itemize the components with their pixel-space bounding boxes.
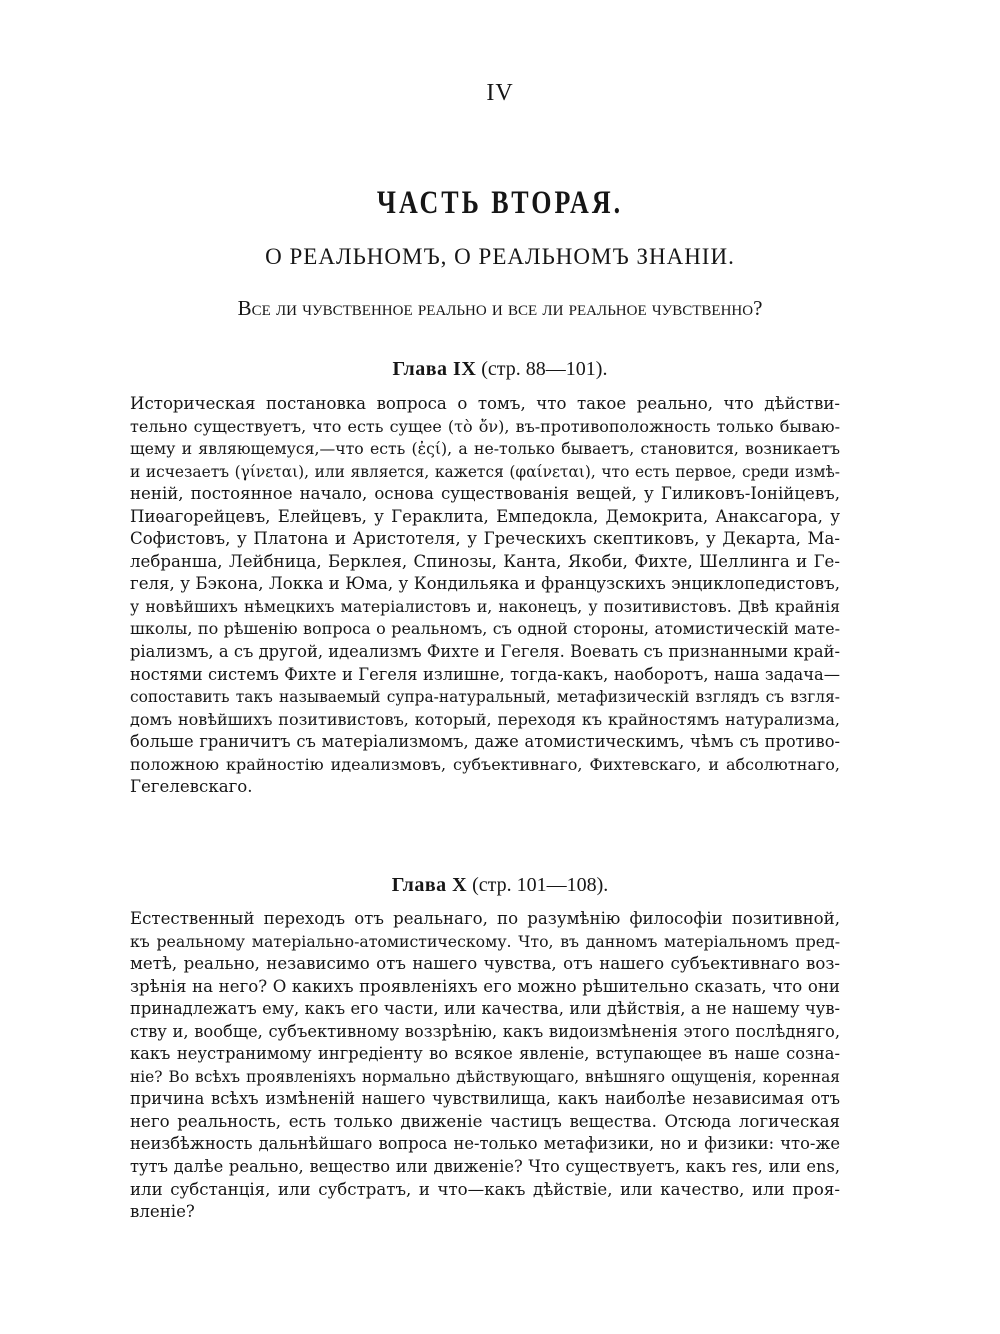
chapter-pages: (стр. 101—108). — [472, 874, 609, 896]
text-line: школы, по рѣшенію вопроса о реальномъ, съ одной стороны, атомистическій мате- — [130, 619, 840, 639]
text-line: ностями системъ Фихте и Гегеля излишне, тогда-какъ, наоборотъ, наша задача— — [130, 664, 840, 684]
text-line: больше граничитъ съ матеріализмомъ, даже атомистическимъ, чѣмъ съ противо- — [130, 732, 840, 752]
text-line: и исчезаетъ (γίνεται), или является, кажется (φαίνεται), что есть первое, среди измѣ- — [130, 462, 840, 481]
text-line: у новѣйшихъ нѣмецкихъ матеріалистовъ и, наконецъ, у позитивистовъ. Двѣ крайнія — [130, 596, 840, 616]
text-line: неизбѣжность дальнѣйшаго вопроса не-только метафизики, но и физики: что-же — [130, 1134, 840, 1154]
chapter-summary — [130, 908, 840, 1224]
chapter-heading — [0, 358, 1000, 381]
text-line: или субстанція, или субстратъ, и что—какъ дѣйствіе, или качество, или проя- — [130, 1179, 840, 1199]
text-line: Естественный переходъ отъ реальнаго, по разумѣнію философіи позитивной, — [130, 909, 840, 928]
chapter-pages: (стр. 88—101). — [481, 358, 608, 380]
text-line: Пиѳагорейцевъ, Елейцевъ, у Гераклита, Емпедокла, Демокрита, Анаксагора, у — [130, 506, 840, 526]
text-line: причина всѣхъ измѣненій нашего чувствилища, какъ наиболѣе независимая отъ — [130, 1089, 840, 1109]
text-line: него реальность, есть только движеніе частицъ вещества. Отсюда логическая — [130, 1111, 840, 1131]
text-line: ніе? Во всѣхъ проявленіяхъ нормально дѣйствующаго, внѣшняго ощущенія, коренная — [130, 1067, 840, 1086]
text-line: какъ неустранимому ингредіенту во всякое явленіе, вступающее въ наше сознa- — [130, 1044, 840, 1064]
text-line: Историческая постановка вопроса о томъ, что такое реально, что дѣйстви- — [130, 394, 840, 413]
text-line: сопоставить такъ называемый супра-натуральный, метафизическій взглядъ съ взгля- — [130, 688, 840, 707]
text-line: метѣ, реально, независимо отъ нашего чувства, отъ нашего субъективнаго воз- — [130, 954, 840, 974]
chapter-summary — [130, 393, 840, 799]
text-line: положною крайностію идеализмовъ, субъективнаго, Фихтевскаго, и абсолютнаго, — [130, 754, 840, 774]
part-title: ЧАСТЬ ВТОРАЯ. — [376, 184, 624, 221]
text-line: ріализмъ, а съ другой, идеализмъ Фихте и Гегеля. Воевать съ признанными край- — [130, 642, 840, 662]
text-line: принадлежатъ ему, какъ его части, или качества, или дѣйствія, а не нашему чув- — [130, 999, 840, 1019]
text-line: геля, у Бэкона, Локка и Юма, у Кондильяка и французскихъ энциклопедистовъ, — [130, 574, 840, 594]
text-line: Гегелевскаго. — [130, 777, 253, 797]
text-line: зрѣнія на него? О какихъ проявленіяхъ его можно рѣшительно сказать, что они — [130, 976, 840, 996]
text-line: ству и, вообще, субъективному воззрѣнію, какъ видоизмѣненія этого послѣдняго, — [130, 1021, 840, 1041]
text-line: неній, постоянное начало, основа существованія вещей, у Гиликовъ-Іонійцевъ, — [130, 484, 840, 504]
chapter-number: Глава X — [391, 874, 468, 896]
text-line: щему и являющемуся,—что есть (ἐςί), а не-только бываетъ, становится, возникаетъ — [130, 439, 840, 459]
text-line: тельно существуетъ, что есть сущее (τὸ ὄν), въ-противоположность только бываю- — [130, 416, 840, 436]
text-line: домъ новѣйшихъ позитивистовъ, который, переходя къ крайностямъ натурализма, — [130, 709, 840, 729]
chapter-heading — [0, 874, 1000, 897]
text-line: тутъ далѣе реально, вещество или движеніе? Что существуетъ, какъ res, или ens, — [130, 1157, 840, 1177]
chapter-number: Глава IX — [392, 358, 477, 380]
text-line: Софистовъ, у Платона и Аристотеля, у Греческихъ скептиковъ, у Декарта, Ма- — [130, 529, 840, 549]
text-line: къ реальному матеріально-атомистическому. Что, въ данномъ матеріальномъ пред- — [130, 931, 840, 951]
page-number: IV — [486, 80, 514, 106]
part-question: Все ли чувственное реально и все ли реальное чувственно? — [237, 296, 763, 320]
text-line: лебранша, Лейбница, Берклея, Спинозы, Канта, Якоби, Фихте, Шеллинга и Ге- — [130, 551, 840, 571]
text-line: вленіе? — [130, 1202, 195, 1222]
part-subtitle: О РЕАЛЬНОМЪ, О РЕАЛЬНОМЪ ЗНАНІИ. — [265, 244, 735, 269]
